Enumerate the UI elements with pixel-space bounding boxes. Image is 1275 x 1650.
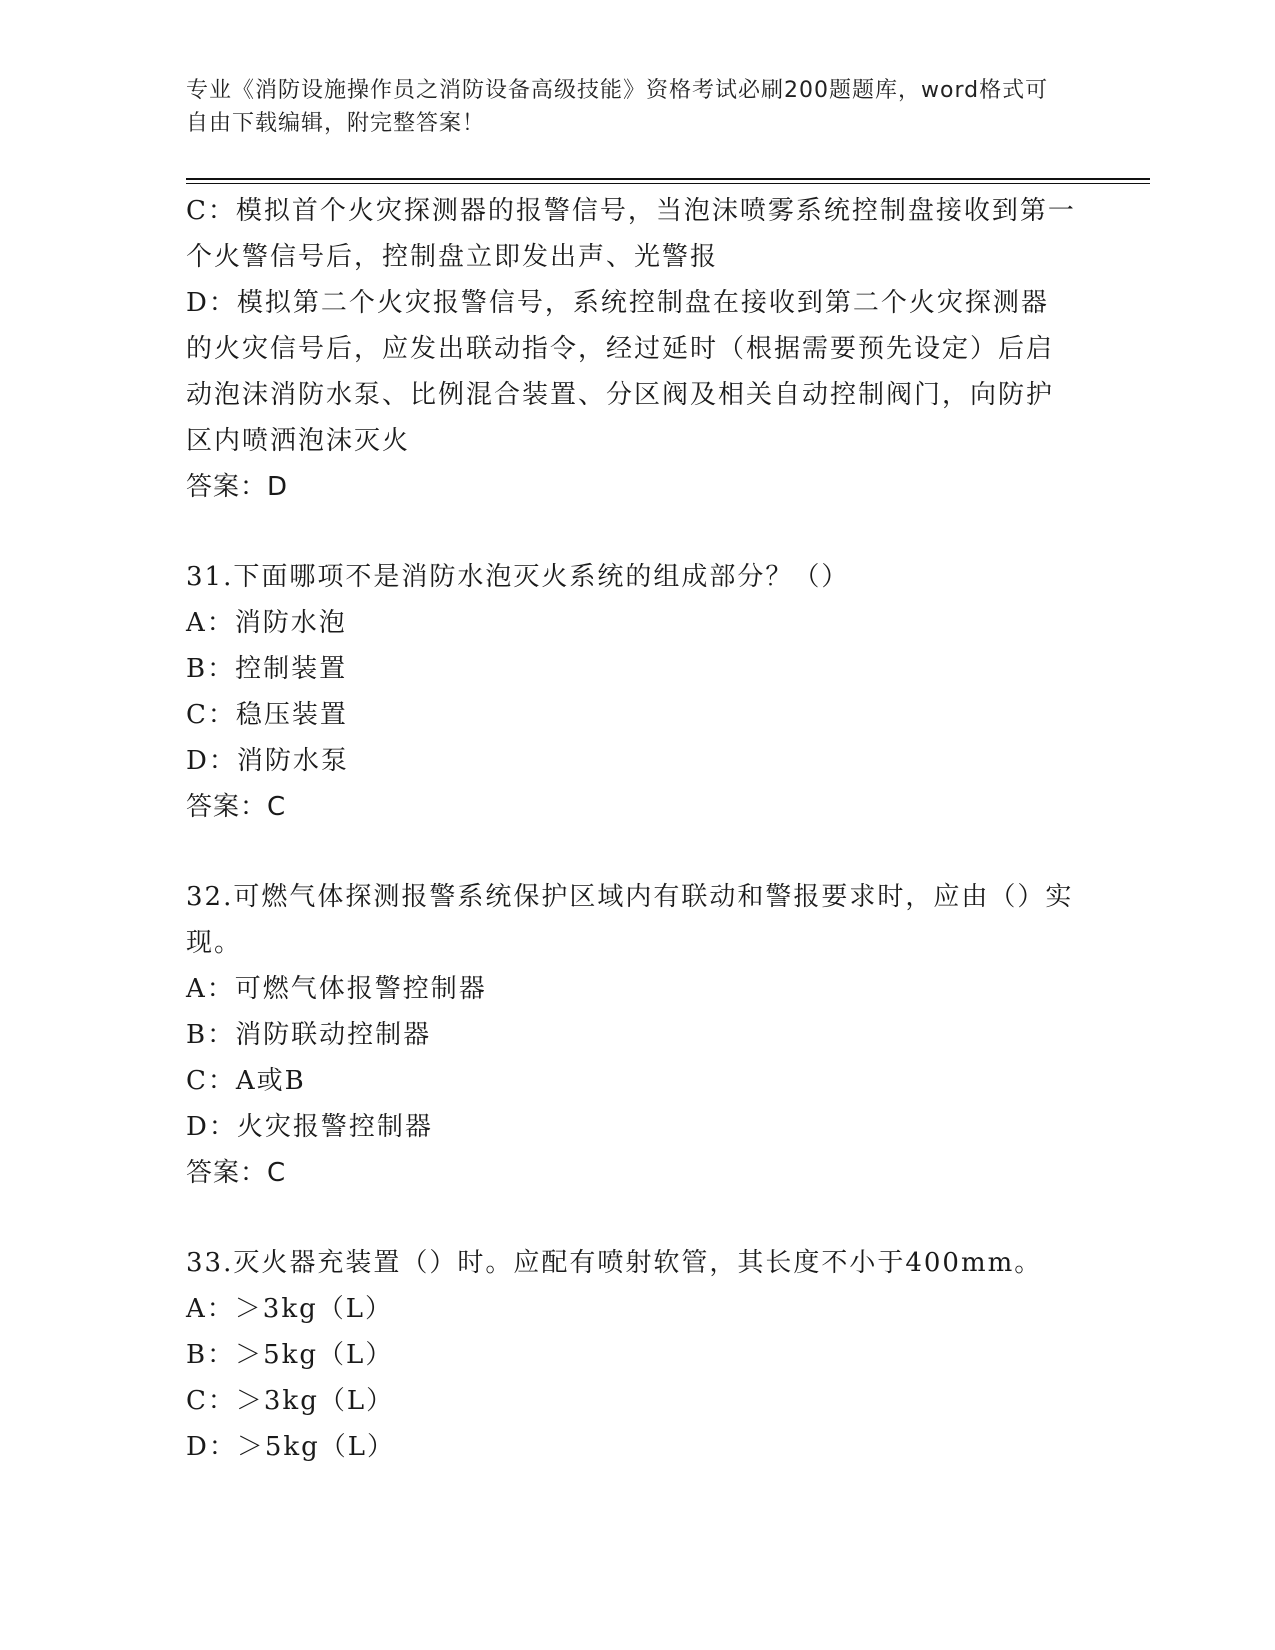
document-header: 专业《消防设施操作员之消防设备高级技能》资格考试必刷200题题库，word格式可自由下载编辑，附完整答案！ — [186, 78, 1049, 136]
option-c: C：稳压装置 — [186, 700, 348, 730]
document-body — [186, 188, 1076, 1470]
option-a: A：＞3kg（L） — [186, 1294, 393, 1324]
option-d: D：模拟第二个火灾报警信号，系统控制盘在接收到第二个火灾探测器的火灾信号后，应发出联动指令，经过延时（根据需要预先设定）后启动泡沫消防水泵、比例混合装置、分区阀及相关自动控制阀门，向防护区内喷洒泡沫灭火 — [186, 288, 1055, 456]
answer-label: 答案：C — [186, 1158, 287, 1188]
question-stem: 32.可燃气体探测报警系统保护区域内有联动和警报要求时，应由（）实现。 — [186, 882, 1074, 958]
question-31 — [186, 554, 1076, 830]
question-stem: 33.灭火器充装置（）时。应配有喷射软管，其长度不小于400mm。 — [186, 1248, 1043, 1278]
answer-label: 答案：C — [186, 792, 287, 822]
header-divider-thick — [186, 178, 1150, 180]
question-32 — [186, 874, 1076, 1196]
option-d: D：消防水泵 — [186, 746, 349, 776]
answer-label: 答案：D — [186, 472, 289, 502]
option-c: C：A或B — [186, 1066, 306, 1096]
option-a: A：消防水泡 — [186, 608, 347, 638]
option-d: D：火灾报警控制器 — [186, 1112, 433, 1142]
option-d: D：＞5kg（L） — [186, 1432, 396, 1462]
option-b: B：消防联动控制器 — [186, 1020, 432, 1050]
option-b: B：＞5kg（L） — [186, 1340, 394, 1370]
option-b: B：控制装置 — [186, 654, 348, 684]
option-a: A：可燃气体报警控制器 — [186, 974, 487, 1004]
header-divider-thin — [186, 183, 1150, 184]
option-c: C：模拟首个火灾探测器的报警信号，当泡沫喷雾系统控制盘接收到第一个火警信号后，控制盘立即发出声、光警报 — [186, 196, 1076, 272]
option-c: C：＞3kg（L） — [186, 1386, 395, 1416]
question-stem: 31.下面哪项不是消防水泡灭火系统的组成部分？（） — [186, 562, 850, 592]
previous-question-tail — [186, 188, 1076, 510]
question-33 — [186, 1240, 1076, 1470]
